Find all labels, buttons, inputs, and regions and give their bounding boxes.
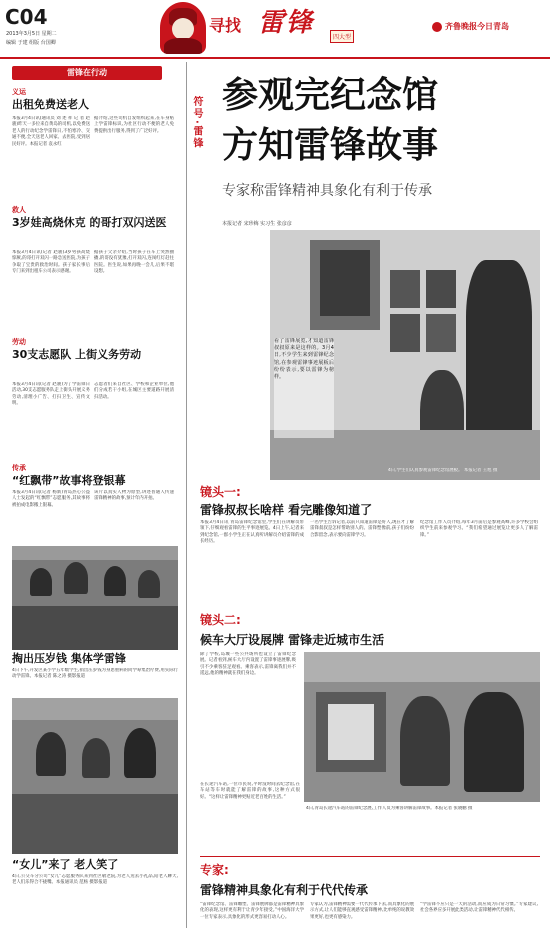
subheadline: 专家称雷锋精神具象化有利于传承: [222, 183, 432, 199]
story1-kicker: 义运: [12, 88, 26, 96]
section-stamp: 四大型: [330, 30, 354, 43]
masthead: [0, 0, 550, 60]
story2-title: 3岁娃高烧休克 的哥打双闪送医: [12, 216, 167, 229]
sec1-col1: 本报3月4日讯 青岛雷锋纪念馆里,学生们在讲解员带领下,仔细观看雷锋的生平事迹展览。4日上午,记者来到纪念馆,一群小学生正在认真听讲解员介绍雷锋的成长经历。: [200, 520, 304, 545]
photo-bus-station-exhibit: [304, 652, 540, 802]
main-feature: [188, 60, 550, 932]
sec2-title: 候车大厅设展牌 雷锋走近城市生活: [200, 633, 385, 647]
sec3-rule: [200, 856, 540, 857]
story2-body-b: 据孩子父亲介绍,当时孩子在车上突然抽搐,的哥没有犹豫,打开双闪,连闯红灯赶往医院。医生说,如果再晚一会儿,后果不堪设想。: [94, 250, 174, 275]
photo1-caption-title: 掏出压岁钱 集体学雷锋: [12, 652, 126, 665]
page-code: C04: [5, 5, 48, 29]
story4-title: “红飘带”故事将登银幕: [12, 474, 126, 487]
headline-line-1: 参观完纪念馆: [222, 75, 439, 116]
sec3-tag: 专家:: [200, 863, 229, 877]
story4-body-b: 该片以真实人物为原型,讲述普通人传递雷锋精神的故事,预计年内开拍。: [94, 490, 174, 502]
sec1-title: 雷锋叔叔长啥样 看完雕像知道了: [200, 503, 373, 517]
column-divider: [186, 62, 187, 928]
sec2-tag: 镜头二:: [200, 613, 241, 627]
lei-feng-portrait: [160, 2, 206, 54]
sec3-title: 雷锋精神具象化有利于代代传承: [200, 883, 369, 897]
editors-line: 编辑 于建 组版 台国卿: [6, 40, 56, 46]
section-calligraphy: 雷锋: [258, 8, 315, 38]
story1-body-a: 本报3月4日讯(通讯员 刘 述 祥 记 者 赵 骏)昨天一多位来自黄岛的司机,以免费送老人的行动纪念学雷锋日,不怕寒冷、交通不便,全天送老人回家、去医院,受到居民好评。本报记者 袁永红: [12, 116, 90, 147]
brand-name: 齐鲁晚报今日青岛: [445, 22, 509, 31]
sec1-col3: 纪念馆工作人员介绍,每年3月前后是参观高峰,许多学校会组织学生前来参观学习。“我们希望通过展览让更多人了解雷锋。”: [420, 520, 538, 538]
date-line: 2013年3月5日 星期二: [6, 31, 57, 37]
story1-body-b: 据介绍,这些司机自发组织起来,在车身贴上学雷锋标识,为社区行动不便的老人免费提供出行服务,得到了广泛好评。: [94, 116, 174, 134]
banner-text: 雷锋在行动: [67, 68, 107, 77]
story3-kicker: 劳动: [12, 338, 26, 346]
side-label: 符号·雷锋: [191, 96, 202, 150]
story3-body-a: 本报3月4日讯(记者 赵骏)为了学雷锋日活动,30支志愿服务队走上街头开展义务劳动,清理小广告、打扫卫生、宣传文明。: [12, 382, 90, 407]
photo-overlay-text: 看了雷锋展览,才知道雷锋叔叔原来是这样的。3月4日,不少学生来到雷锋纪念馆,在参观雷锋事迹展板后纷纷表示,要以雷锋为榜样。: [274, 338, 334, 438]
sec3-col1: “雷锋纪念馆、雷锋雕塑、雷锋展牌都是雷锋精神具象化的表现,这样更有利于让青少年接受。”中国海洋大学一位专家表示,具象化的形式更容易打动人心。: [200, 902, 304, 920]
story3-title: 30支志愿队 上街义务劳动: [12, 348, 142, 361]
headline-line-2: 方知雷锋故事: [222, 125, 439, 166]
story2-body-a: 本报3月4日讯(记者 赵骏)3岁男孩高烧惊厥,的哥打开双闪一路急送医院,为孩子争取了宝贵的救治时间。孩子家长事后专门来到出租车公司表示感谢。: [12, 250, 90, 275]
sec3-col3: “学雷锋不应只是一天的活动,而应成为日常习惯。”专家建议,社会各界应多开展此类活动,让雷锋精神代代相传。: [420, 902, 538, 914]
section-title: 寻找: [209, 16, 242, 35]
photo2-caption-body: 4日,公交车分公司“女儿”志愿服务队来到社区敬老院,为老人送去小礼品,陪老人聊天,老人们乐得合不拢嘴。本报通讯员 范杨 摄影报道: [12, 874, 178, 886]
story2-kicker: 救人: [12, 206, 26, 214]
sec2-col1: 除了学校,岛城一些公共场所也设立了雷锋纪念展。记者看到,候车大厅内设置了雷锋事迹展牌,吸引不少乘客驻足观看。乘客表示,雷锋离我们并不遥远,他的精神就在我们身边。: [200, 652, 296, 677]
story4-kicker: 传承: [12, 464, 26, 472]
sec2-col2: 在长途汽车站,一位市民说,平时没时间去纪念馆,在车站等车时就能了解雷锋的故事,这种方式很好。“这样让雷锋精神更贴近老百姓的生活。”: [200, 782, 300, 800]
photo-caption: 4日,学生们认真参观雷锋纪念馆展板。 本报记者 王旭 摄: [388, 468, 498, 473]
photo2-caption-title: “女儿”来了 老人笑了: [12, 858, 119, 871]
header-rule: [0, 57, 550, 59]
photo-visit-elderly: [12, 698, 178, 854]
sec1-col2: 一名学生告诉记者,以前只知道雷锋是好人,现在才了解雷锋叔叔是怎样帮助别人的。雷锋塑像前,孩子们纷纷合影留念,表示要向雷锋学习。: [310, 520, 414, 538]
story4-body-a: 本报3月4日讯(记者 杨新)青岛热心公益人士发起的“红飘带”志愿服务,其故事将被拍成电影搬上银幕。: [12, 490, 90, 508]
banner: [12, 66, 162, 80]
byline: 本报记者 宋珍梅 实习生 张彦彦: [222, 221, 292, 227]
sec1-tag: 镜头一:: [200, 485, 241, 499]
left-column: [0, 60, 185, 932]
photo1-caption-body: 4日下午,开发区某小学五年级学生,捐出压岁钱为身患重病的同学筹集治疗费,用实际行动学雷锋。本报记者 陈之涛 摄影报道: [12, 668, 178, 680]
story3-body-b: 志愿者们来自社区、学校和企业单位,他们分成若干小组,在城区主要道路开展清扫活动。: [94, 382, 174, 400]
sec2-col3-caption: 4日,青岛长途汽车站的雷锋纪念展,工作人员为乘客讲解雷锋故事。本报记者 张晓鹏 摄: [306, 806, 473, 811]
sec3-col2: 专家认为,雷锋精神需要一代代传承下去,而具象化的展示方式,让人们能够直观感受雷锋精神,比单纯的说教效果更好,也更有感染力。: [310, 902, 414, 920]
story1-title: 出租免费送老人: [12, 98, 89, 111]
photo-students-donating: [12, 546, 178, 650]
brand-icon: [432, 22, 442, 32]
